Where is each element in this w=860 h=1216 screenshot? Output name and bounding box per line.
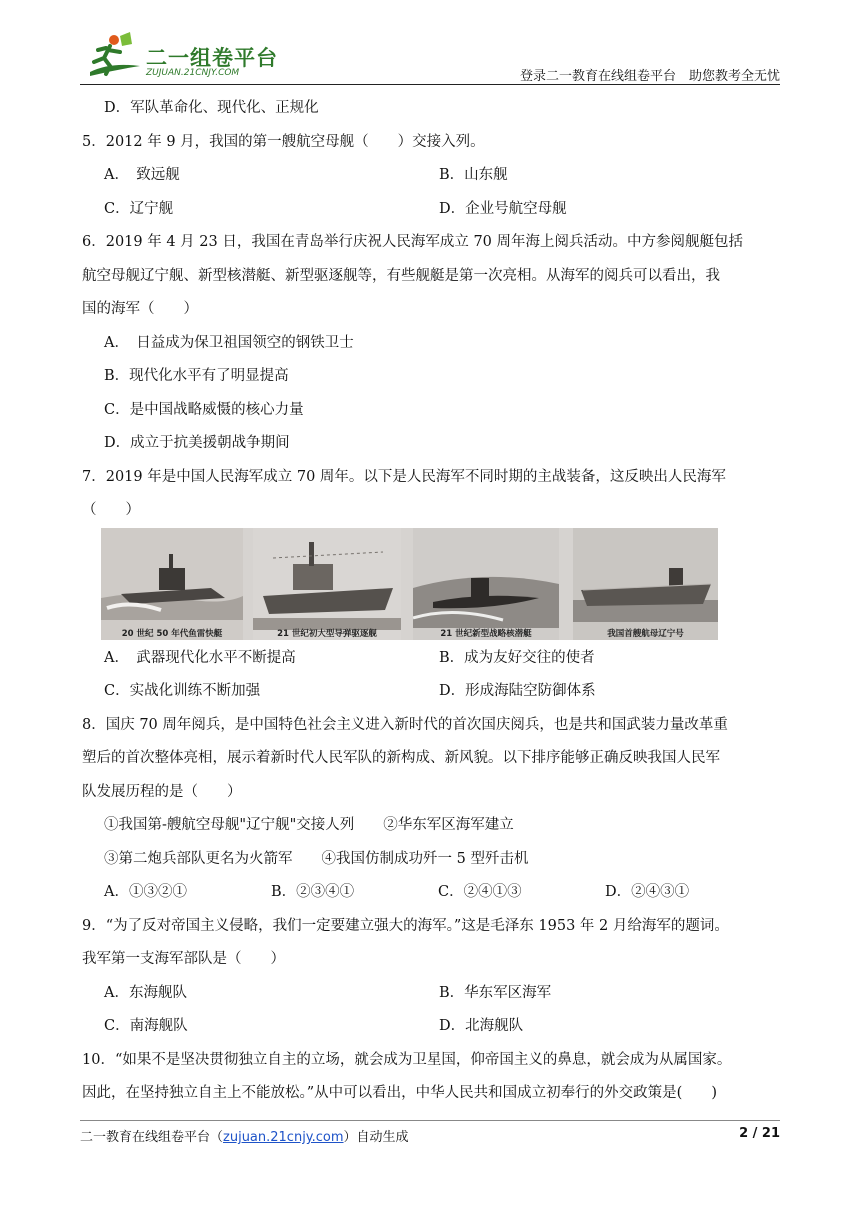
photo-destroyer xyxy=(253,528,401,640)
event-list: ③第二炮兵部队更名为火箭军 ④我国仿制成功歼一 5 型歼击机 xyxy=(104,850,529,867)
photo-caption: 21 世纪新型战略核潜艇 xyxy=(440,628,532,639)
option-a: A．①③②① xyxy=(104,884,187,900)
option-row xyxy=(82,1010,782,1044)
option-line: D．军队革命化、现代化、正规化 xyxy=(104,100,319,116)
option-row xyxy=(82,675,782,709)
header-divider xyxy=(80,84,780,85)
footer-prefix: 二一教育在线组卷平台（ xyxy=(80,1130,224,1145)
footer-suffix: ）自动生成 xyxy=(343,1130,409,1145)
question-stem: 7．2019 年是中国人民海军成立 70 周年。以下是人民海军不同时期的主战装备，这反映出人民海军 xyxy=(82,468,726,485)
option-c: C．南海舰队 xyxy=(104,1018,188,1034)
page-footer xyxy=(80,1126,780,1145)
question-stem: 队发展历程的是（ ） xyxy=(82,783,242,800)
question-stem: 塑后的首次整体亮相，展示着新时代人民军队的新构成、新风貌。以下排序能够正确反映我国人民军 xyxy=(82,750,720,766)
site-logo[interactable] xyxy=(80,32,280,82)
photo-aircraft-carrier xyxy=(573,528,718,640)
question-stem: 国的海军（ ） xyxy=(82,301,198,317)
option-row xyxy=(82,159,782,193)
option-d: D．企业号航空母舰 xyxy=(439,200,567,217)
logo-text: 二一组卷平台 xyxy=(146,46,278,70)
option-b: B．成为友好交往的使者 xyxy=(439,649,595,666)
page-number: 2 / 21 xyxy=(739,1126,780,1141)
option-a: A．东海舰队 xyxy=(104,984,187,1001)
option-d: D．成立于抗美援朝战争期间 xyxy=(104,435,290,451)
photo-caption: 20 世纪 50 年代鱼雷快艇 xyxy=(121,628,223,639)
option-c: C．②④①③ xyxy=(438,884,522,900)
question-stem: 因此，在坚持独立自主上不能放松。”从中可以看出，中华人民共和国成立初奉行的外交政策是( ) xyxy=(82,1085,717,1101)
header-tagline: 登录二一教育在线组卷平台 助您教考全无忧 xyxy=(519,69,780,84)
option-b: B．华东军区海军 xyxy=(439,984,552,1001)
option-c: C．是中国战略威慑的核心力量 xyxy=(104,401,304,418)
option-a: A． 武器现代化水平不断提高 xyxy=(104,649,296,666)
footer-site-link[interactable]: zujuan.21cnjy.com xyxy=(223,1130,344,1145)
photo-submarine xyxy=(413,528,559,640)
question-stem: 6．2019 年 4 月 23 日，我国在青岛举行庆祝人民海军成立 70 周年海上阅兵活动。中方参阅舰艇包括 xyxy=(82,234,744,250)
warship-photo-strip xyxy=(101,528,718,640)
logo-subtext: ZUJUAN.21CNJY.COM xyxy=(146,68,240,78)
question-stem: 5．2012 年 9 月，我国的第一艘航空母舰（ ）交接入列。 xyxy=(82,133,485,150)
question-stem: 10．“如果不是坚决贯彻独立自主的立场，就会成为卫星国，仰帝国主义的鼻息，就会成为从属国家。 xyxy=(82,1051,732,1068)
option-b: B．现代化水平有了明显提高 xyxy=(104,368,289,384)
option-c: C．辽宁舰 xyxy=(104,200,174,217)
photo-caption: 我国首艘航母辽宁号 xyxy=(607,628,684,639)
photo-torpedo-boat xyxy=(101,528,243,640)
option-d: D．形成海陆空防御体系 xyxy=(439,683,596,699)
question-stem: （ ） xyxy=(82,502,140,518)
option-row xyxy=(82,977,782,1011)
page-header xyxy=(80,32,780,86)
option-a: A． 日益成为保卫祖国领空的钢铁卫士 xyxy=(104,334,354,351)
question-content xyxy=(82,92,782,1111)
option-row xyxy=(82,642,782,676)
footer-divider xyxy=(80,1120,780,1121)
question-stem: 9．“为了反对帝国主义侵略，我们一定要建立强大的海军。”这是毛泽东 1953 年 2 月给海军的题词。 xyxy=(82,917,729,934)
runner-logo-icon xyxy=(80,32,144,82)
option-row xyxy=(82,876,782,910)
option-b: B．山东舰 xyxy=(439,167,508,183)
option-d: D．②④③① xyxy=(605,884,690,900)
question-stem: 8．国庆 70 周年阅兵，是中国特色社会主义进入新时代的首次国庆阅兵，也是共和国武装力量改革重 xyxy=(82,716,728,733)
option-b: B．②③④① xyxy=(271,884,355,900)
photo-caption: 21 世纪初大型导弹驱逐舰 xyxy=(277,628,377,639)
question-stem: 我军第一支海军部队是（ ） xyxy=(82,951,285,967)
event-list: ①我国第-艘航空母舰"辽宁舰"交接人列 ②华东军区海军建立 xyxy=(104,817,514,833)
option-d: D．北海舰队 xyxy=(439,1018,524,1034)
question-stem: 航空母舰辽宁舰、新型核潜艇、新型驱逐舰等，有些舰艇是第一次亮相。从海军的阅兵可以看出，我 xyxy=(82,267,720,284)
option-row xyxy=(82,193,782,227)
option-a: A． 致远舰 xyxy=(104,167,180,183)
option-c: C．实战化训练不断加强 xyxy=(104,683,261,699)
